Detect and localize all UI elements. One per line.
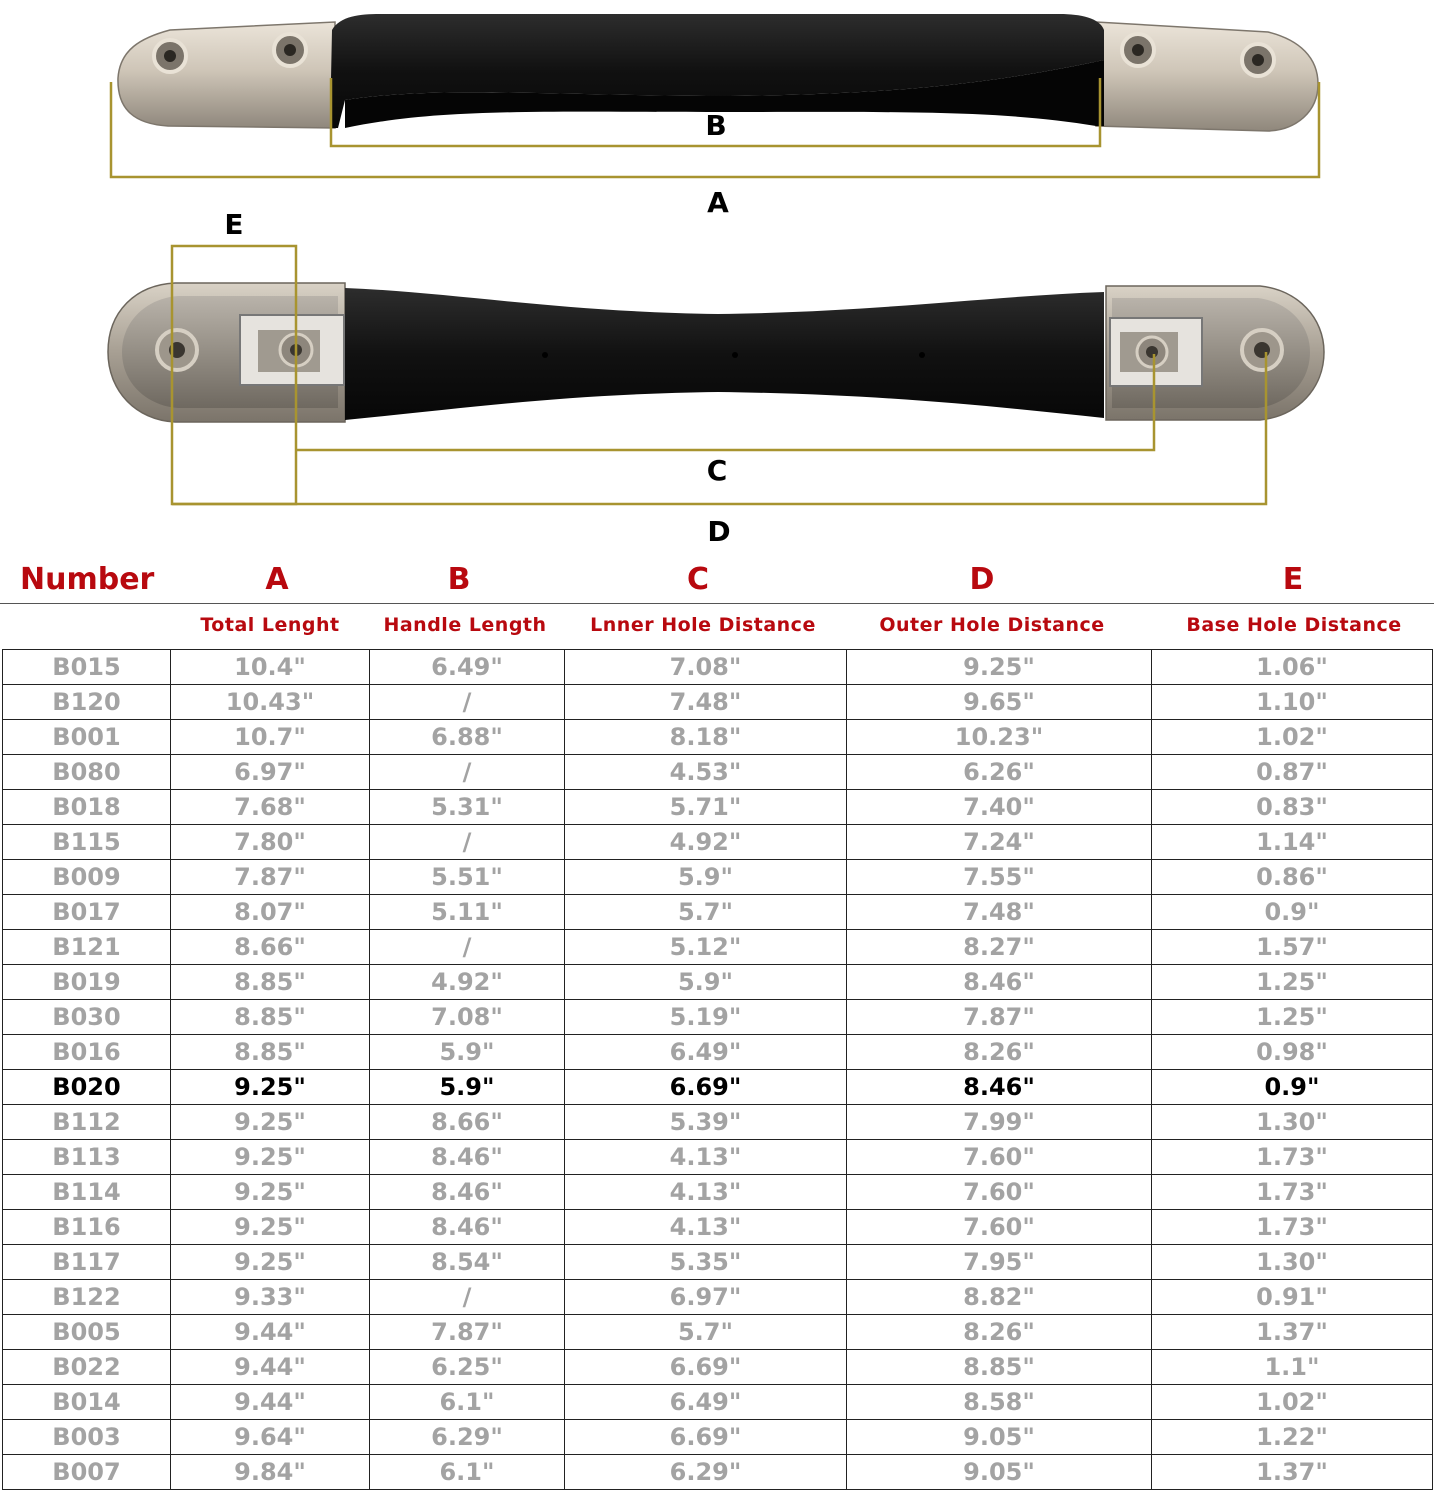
cell-number: B115 <box>3 825 171 860</box>
cell-base-hole-distance: 0.83" <box>1152 790 1433 825</box>
cell-outer-hole-distance: 7.87" <box>847 1000 1152 1035</box>
cell-outer-hole-distance: 9.25" <box>847 650 1152 685</box>
cell-total-length: 8.66" <box>171 930 370 965</box>
cell-outer-hole-distance: 7.55" <box>847 860 1152 895</box>
cell-inner-hole-distance: 4.13" <box>565 1175 847 1210</box>
cell-handle-length: 5.9" <box>370 1035 565 1070</box>
cell-handle-length: 8.54" <box>370 1245 565 1280</box>
cell-base-hole-distance: 1.14" <box>1152 825 1433 860</box>
cell-base-hole-distance: 1.73" <box>1152 1140 1433 1175</box>
cell-handle-length: 7.87" <box>370 1315 565 1350</box>
cell-number: B030 <box>3 1000 171 1035</box>
cell-inner-hole-distance: 5.71" <box>565 790 847 825</box>
cell-handle-length: 8.46" <box>370 1210 565 1245</box>
cell-number: B121 <box>3 930 171 965</box>
cell-number: B080 <box>3 755 171 790</box>
cell-handle-length: 7.08" <box>370 1000 565 1035</box>
cell-total-length: 9.25" <box>171 1245 370 1280</box>
table-row <box>3 895 1433 930</box>
cell-outer-hole-distance: 10.23" <box>847 720 1152 755</box>
cell-total-length: 6.97" <box>171 755 370 790</box>
cell-total-length: 9.25" <box>171 1210 370 1245</box>
header-divider <box>0 603 1434 604</box>
cell-number: B116 <box>3 1210 171 1245</box>
column-c-subtitle: Lnner Hole Distance <box>590 614 816 636</box>
cell-handle-length: 8.46" <box>370 1140 565 1175</box>
column-number-header: Number <box>20 562 155 597</box>
cell-handle-length: 8.46" <box>370 1175 565 1210</box>
cell-handle-length: / <box>370 1280 565 1315</box>
cell-base-hole-distance: 1.57" <box>1152 930 1433 965</box>
cell-outer-hole-distance: 8.82" <box>847 1280 1152 1315</box>
cell-total-length: 9.33" <box>171 1280 370 1315</box>
column-e-subtitle: Base Hole Distance <box>1186 614 1402 636</box>
cell-handle-length: 6.1" <box>370 1455 565 1490</box>
cell-total-length: 8.07" <box>171 895 370 930</box>
spec-table <box>0 560 1434 1486</box>
cell-handle-length: 6.29" <box>370 1420 565 1455</box>
cell-total-length: 9.25" <box>171 1105 370 1140</box>
table-row <box>3 1105 1433 1140</box>
cell-number: B016 <box>3 1035 171 1070</box>
cell-number: B019 <box>3 965 171 1000</box>
rubber-grip-bottom <box>345 288 1104 420</box>
cell-total-length: 10.4" <box>171 650 370 685</box>
table-row <box>3 1000 1433 1035</box>
cell-base-hole-distance: 0.98" <box>1152 1035 1433 1070</box>
cell-outer-hole-distance: 7.60" <box>847 1140 1152 1175</box>
cell-total-length: 9.84" <box>171 1455 370 1490</box>
cell-outer-hole-distance: 8.27" <box>847 930 1152 965</box>
cell-handle-length: / <box>370 685 565 720</box>
cell-base-hole-distance: 0.86" <box>1152 860 1433 895</box>
cell-base-hole-distance: 1.02" <box>1152 1385 1433 1420</box>
cell-inner-hole-distance: 5.9" <box>565 860 847 895</box>
dimension-e-label: E <box>224 208 244 241</box>
cell-base-hole-distance: 0.9" <box>1152 895 1433 930</box>
cell-total-length: 9.25" <box>171 1070 370 1105</box>
cell-base-hole-distance: 1.25" <box>1152 1000 1433 1035</box>
column-b-header: B <box>447 562 471 597</box>
cell-number: B112 <box>3 1105 171 1140</box>
table-row <box>3 1455 1433 1490</box>
dimension-b-label: B <box>705 109 727 142</box>
table-row <box>3 825 1433 860</box>
table-row <box>3 965 1433 1000</box>
cell-base-hole-distance: 1.10" <box>1152 685 1433 720</box>
table-row <box>3 1140 1433 1175</box>
cell-outer-hole-distance: 9.05" <box>847 1455 1152 1490</box>
cell-outer-hole-distance: 8.58" <box>847 1385 1152 1420</box>
cell-inner-hole-distance: 5.12" <box>565 930 847 965</box>
cell-outer-hole-distance: 9.05" <box>847 1420 1152 1455</box>
cell-number: B114 <box>3 1175 171 1210</box>
cell-total-length: 7.80" <box>171 825 370 860</box>
table-row <box>3 1245 1433 1280</box>
cell-base-hole-distance: 1.02" <box>1152 720 1433 755</box>
cell-total-length: 9.64" <box>171 1420 370 1455</box>
cell-base-hole-distance: 1.30" <box>1152 1245 1433 1280</box>
cell-inner-hole-distance: 5.35" <box>565 1245 847 1280</box>
cell-inner-hole-distance: 5.7" <box>565 1315 847 1350</box>
table-row <box>3 1350 1433 1385</box>
cell-handle-length: / <box>370 930 565 965</box>
cell-outer-hole-distance: 7.60" <box>847 1175 1152 1210</box>
cell-inner-hole-distance: 4.13" <box>565 1140 847 1175</box>
cell-base-hole-distance: 1.22" <box>1152 1420 1433 1455</box>
cell-number: B120 <box>3 685 171 720</box>
table-row <box>3 1420 1433 1455</box>
cell-outer-hole-distance: 7.48" <box>847 895 1152 930</box>
column-b-subtitle: Handle Length <box>383 614 547 636</box>
cell-total-length: 8.85" <box>171 965 370 1000</box>
table-row <box>3 1210 1433 1245</box>
cell-inner-hole-distance: 6.69" <box>565 1420 847 1455</box>
cell-number: B015 <box>3 650 171 685</box>
cell-number: B001 <box>3 720 171 755</box>
cell-outer-hole-distance: 8.26" <box>847 1315 1152 1350</box>
cell-handle-length: 5.11" <box>370 895 565 930</box>
column-a-subtitle: Total Lenght <box>200 614 340 636</box>
cell-total-length: 7.68" <box>171 790 370 825</box>
cell-outer-hole-distance: 8.46" <box>847 965 1152 1000</box>
cell-inner-hole-distance: 6.69" <box>565 1350 847 1385</box>
cell-base-hole-distance: 1.30" <box>1152 1105 1433 1140</box>
cell-total-length: 9.25" <box>171 1175 370 1210</box>
cell-total-length: 9.44" <box>171 1385 370 1420</box>
table-row <box>3 860 1433 895</box>
column-d-subtitle: Outer Hole Distance <box>879 614 1105 636</box>
cell-inner-hole-distance: 5.19" <box>565 1000 847 1035</box>
cell-number: B020 <box>3 1070 171 1105</box>
cell-inner-hole-distance: 4.13" <box>565 1210 847 1245</box>
cell-total-length: 8.85" <box>171 1000 370 1035</box>
cell-handle-length: 6.49" <box>370 650 565 685</box>
cell-handle-length: / <box>370 825 565 860</box>
cell-outer-hole-distance: 7.24" <box>847 825 1152 860</box>
column-c-header: C <box>686 562 710 597</box>
cell-inner-hole-distance: 4.92" <box>565 825 847 860</box>
cell-handle-length: 6.25" <box>370 1350 565 1385</box>
cell-number: B003 <box>3 1420 171 1455</box>
cell-number: B005 <box>3 1315 171 1350</box>
cell-inner-hole-distance: 6.97" <box>565 1280 847 1315</box>
cell-total-length: 9.44" <box>171 1315 370 1350</box>
cell-base-hole-distance: 0.91" <box>1152 1280 1433 1315</box>
cell-outer-hole-distance: 7.99" <box>847 1105 1152 1140</box>
table-row <box>3 930 1433 965</box>
cell-handle-length: 6.1" <box>370 1385 565 1420</box>
cell-base-hole-distance: 1.37" <box>1152 1455 1433 1490</box>
cell-base-hole-distance: 1.73" <box>1152 1175 1433 1210</box>
table-row <box>3 1315 1433 1350</box>
cell-inner-hole-distance: 5.39" <box>565 1105 847 1140</box>
cell-base-hole-distance: 0.87" <box>1152 755 1433 790</box>
table-row <box>3 685 1433 720</box>
table-row <box>3 755 1433 790</box>
column-e-header: E <box>1282 562 1304 597</box>
cell-outer-hole-distance: 8.26" <box>847 1035 1152 1070</box>
cell-base-hole-distance: 1.1" <box>1152 1350 1433 1385</box>
cell-number: B007 <box>3 1455 171 1490</box>
cell-base-hole-distance: 1.25" <box>1152 965 1433 1000</box>
cell-inner-hole-distance: 6.69" <box>565 1070 847 1105</box>
cell-handle-length: 5.9" <box>370 1070 565 1105</box>
cell-number: B122 <box>3 1280 171 1315</box>
cell-total-length: 7.87" <box>171 860 370 895</box>
table-row <box>3 1035 1433 1070</box>
cell-outer-hole-distance: 7.95" <box>847 1245 1152 1280</box>
handle-dimension-diagram <box>0 0 1434 560</box>
cell-number: B017 <box>3 895 171 930</box>
cell-outer-hole-distance: 9.65" <box>847 685 1152 720</box>
cell-base-hole-distance: 1.37" <box>1152 1315 1433 1350</box>
column-d-header: D <box>969 562 995 597</box>
cell-inner-hole-distance: 7.48" <box>565 685 847 720</box>
dimension-d-label: D <box>707 515 731 548</box>
cell-total-length: 8.85" <box>171 1035 370 1070</box>
dimension-a-label: A <box>707 186 729 219</box>
cell-number: B113 <box>3 1140 171 1175</box>
cell-number: B022 <box>3 1350 171 1385</box>
cell-outer-hole-distance: 8.85" <box>847 1350 1152 1385</box>
table-row <box>3 790 1433 825</box>
cell-outer-hole-distance: 7.40" <box>847 790 1152 825</box>
cell-inner-hole-distance: 7.08" <box>565 650 847 685</box>
cell-total-length: 10.43" <box>171 685 370 720</box>
cell-inner-hole-distance: 6.49" <box>565 1035 847 1070</box>
column-a-header: A <box>265 562 289 597</box>
cell-handle-length: 4.92" <box>370 965 565 1000</box>
cell-number: B117 <box>3 1245 171 1280</box>
cell-outer-hole-distance: 6.26" <box>847 755 1152 790</box>
cell-total-length: 9.44" <box>171 1350 370 1385</box>
cell-number: B009 <box>3 860 171 895</box>
cell-base-hole-distance: 0.9" <box>1152 1070 1433 1105</box>
table-row <box>3 1070 1433 1105</box>
cell-base-hole-distance: 1.06" <box>1152 650 1433 685</box>
cell-handle-length: 6.88" <box>370 720 565 755</box>
cell-total-length: 10.7" <box>171 720 370 755</box>
cell-inner-hole-distance: 5.9" <box>565 965 847 1000</box>
cell-handle-length: 8.66" <box>370 1105 565 1140</box>
cell-total-length: 9.25" <box>171 1140 370 1175</box>
table-row <box>3 720 1433 755</box>
cell-outer-hole-distance: 8.46" <box>847 1070 1152 1105</box>
cell-base-hole-distance: 1.73" <box>1152 1210 1433 1245</box>
table-row <box>3 1175 1433 1210</box>
cell-number: B014 <box>3 1385 171 1420</box>
spec-grid <box>2 649 1433 1490</box>
cell-inner-hole-distance: 6.29" <box>565 1455 847 1490</box>
cell-inner-hole-distance: 5.7" <box>565 895 847 930</box>
table-row <box>3 650 1433 685</box>
handle-bottom-view <box>108 283 1324 422</box>
table-header <box>0 560 1434 650</box>
cell-handle-length: / <box>370 755 565 790</box>
cell-handle-length: 5.51" <box>370 860 565 895</box>
cell-inner-hole-distance: 4.53" <box>565 755 847 790</box>
table-row <box>3 1280 1433 1315</box>
cell-number: B018 <box>3 790 171 825</box>
table-row <box>3 1385 1433 1420</box>
cell-outer-hole-distance: 7.60" <box>847 1210 1152 1245</box>
cell-inner-hole-distance: 8.18" <box>565 720 847 755</box>
cell-inner-hole-distance: 6.49" <box>565 1385 847 1420</box>
dimension-c-label: C <box>706 454 728 487</box>
cell-handle-length: 5.31" <box>370 790 565 825</box>
